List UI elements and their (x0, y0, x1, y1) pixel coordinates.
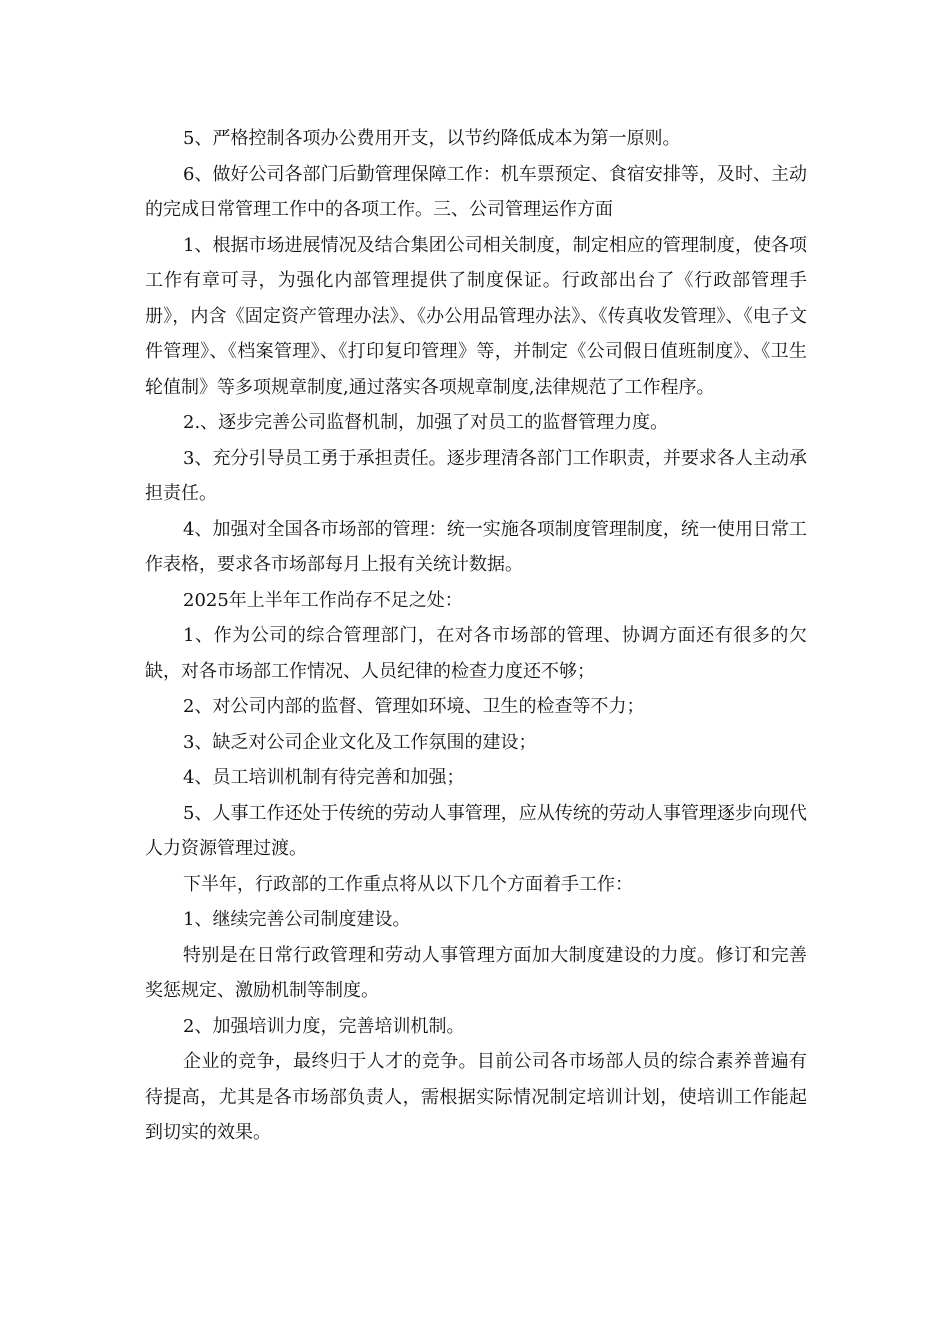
paragraph: 企业的竞争，最终归于人才的竞争。目前公司各市场部人员的综合素养普遍有待提高，尤其是各市场部负责人，需根据实际情况制定培训计划，使培训工作能起到切实的效果。 (145, 1051, 807, 1143)
paragraph: 2025年上半年工作尚存不足之处： (183, 589, 463, 611)
paragraph: 4、员工培训机制有待完善和加强； (183, 767, 465, 788)
paragraph: 2、加强培训力度，完善培训机制。 (183, 1015, 465, 1037)
paragraph: 1、根据市场进展情况及结合集团公司相关制度，制定相应的管理制度，使各项工作有章可寻，为强化内部管理提供了制度保证。行政部出台了《行政部管理手册》，内含《固定资产管理办法》、《办公用品管理办法》、《传真收发管理》、《电子文件管理》、《档案管理》、《打印复印管理》等，并制定《公司假日值班制度》、《卫生轮值制》等多项规章制度,通过落实各项规章制度,法律规范了工作程序。 (145, 234, 807, 398)
paragraph: 4、加强对全国各市场部的管理：统一实施各项制度管理制度，统一使用日常工作表格，要求各市场部每月上报有关统计数据。 (145, 518, 807, 575)
paragraph: 5、严格控制各项办公费用开支，以节约降低成本为第一原则。 (183, 128, 681, 149)
paragraph: 3、充分引导员工勇于承担责任。逐步理清各部门工作职责，并要求各人主动承担责任。 (145, 447, 807, 504)
paragraph: 特别是在日常行政管理和劳动人事管理方面加大制度建设的力度。修订和完善奖惩规定、激励机制等制度。 (145, 944, 807, 1001)
document-body (145, 121, 807, 1151)
paragraph: 下半年，行政部的工作重点将从以下几个方面着手工作： (183, 873, 633, 895)
paragraph: 2.、逐步完善公司监督机制，加强了对员工的监督管理力度。 (183, 412, 669, 433)
paragraph: 1、继续完善公司制度建设。 (183, 909, 411, 930)
paragraph: 2、对公司内部的监督、管理如环境、卫生的检查等不力； (183, 696, 645, 717)
paragraph: 5、人事工作还处于传统的劳动人事管理，应从传统的劳动人事管理逐步向现代人力资源管理过渡。 (145, 802, 807, 859)
paragraph: 1、作为公司的综合管理部门，在对各市场部的管理、协调方面还有很多的欠缺，对各市场部工作情况、人员纪律的检查力度还不够； (145, 625, 807, 682)
paragraph: 3、缺乏对公司企业文化及工作氛围的建设； (183, 731, 537, 753)
paragraph: 6、做好公司各部门后勤管理保障工作：机车票预定、食宿安排等，及时、主动的完成日常管理工作中的各项工作。三、公司管理运作方面 (145, 163, 807, 220)
